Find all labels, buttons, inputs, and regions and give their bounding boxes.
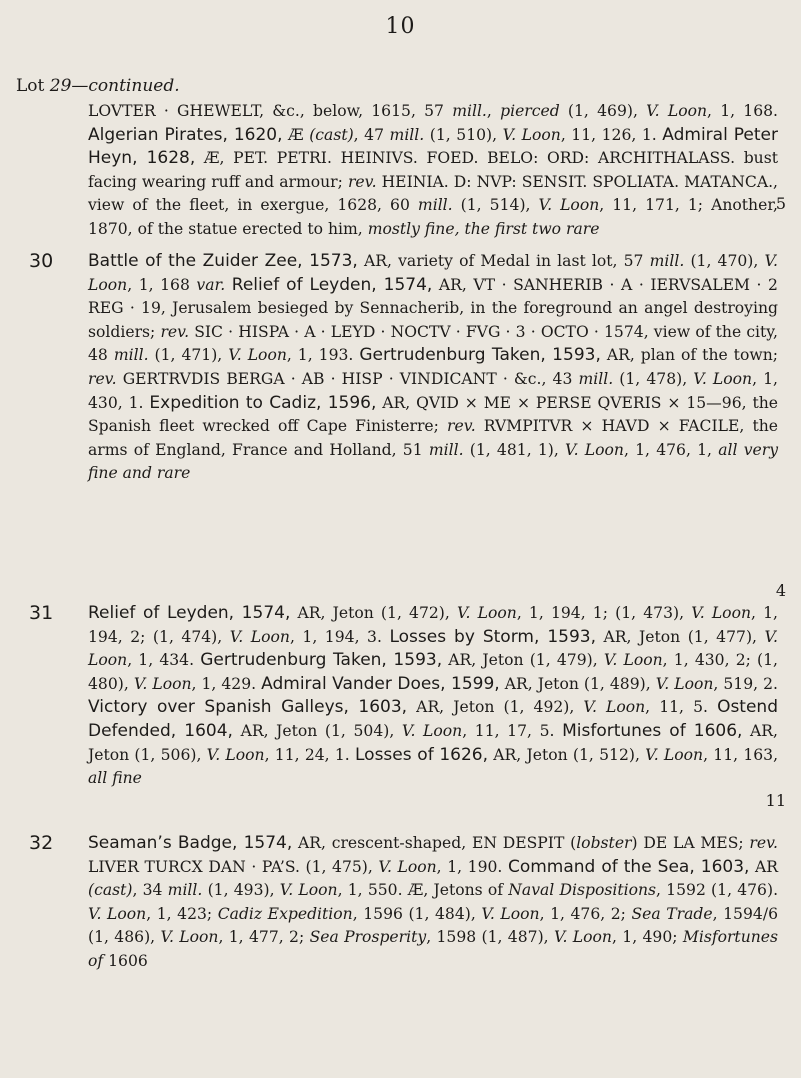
lot-item-title: Admiral Peter Heyn, 1628, — [88, 124, 779, 169]
lot-text-segment: V. Loon — [655, 674, 714, 693]
lot-text-segment: Sea Trade — [631, 904, 713, 923]
lot-estimate: 5 — [775, 194, 786, 213]
lot-text-segment: , 1, 190. — [436, 857, 508, 876]
lot-text-segment: V. Loon — [502, 125, 561, 144]
lot-text-segment: AR, Jeton (1, 504), — [232, 721, 402, 740]
lot-text-segment: V. Loon — [553, 928, 612, 947]
lot-item-title: Losses of 1626, — [355, 744, 489, 765]
lot-text-segment: , 1, 477, 2; — [218, 928, 310, 947]
lot-text-segment: AR — [749, 857, 779, 876]
lot-text-segment: V. Loon — [88, 627, 778, 670]
lot-text-segment: , 1, 476, 1, — [623, 440, 719, 459]
lot-text-segment: , 1, 168 — [127, 275, 197, 294]
lot-text-segment: AR, Jeton (1, 479), — [442, 651, 604, 670]
lot-text-segment: (1, 493), — [202, 881, 280, 900]
lot-text-segment: V. Loon — [133, 674, 192, 693]
lot-text-segment: LIVER TURCX DAN · PA’S. (1, 475), — [88, 857, 379, 876]
lot-text-segment: AR, Jeton (1, 477), — [596, 627, 765, 646]
lot-description — [88, 250, 778, 486]
lot-text-segment: SIC · HISPA · A · LEYD · NOCTV · FVG · 3 · OCTO · 1574, view of the city, 48 — [88, 322, 779, 365]
lot-item-title: Relief of Leyden, 1574, — [88, 603, 291, 623]
lot-item-title: Expedition to Cadiz, 1596, — [149, 392, 377, 413]
lot-text-segment: V. Loon — [206, 745, 265, 764]
lot-text-segment: V. Loon — [603, 651, 663, 670]
lot-text-segment: Æ, PET. PETRI. HEINIVS. FOED. BELO: ORD: ARCHITHALASS. bust facing wearing ruff and armour; — [88, 149, 778, 191]
lot-description — [88, 602, 778, 791]
lot-text-segment: (cast) — [309, 125, 354, 144]
lot-text-segment: AR, Jeton (1, 472), — [290, 604, 457, 622]
lot-text-segment: V. Loon — [693, 369, 753, 388]
lot-number: 32 — [29, 832, 54, 854]
lot-text-segment: mostly fine, the first two rare — [367, 219, 600, 238]
lot-text-segment: , 1, 429. — [191, 674, 262, 693]
lot-text-segment: mill. — [452, 102, 487, 120]
lot-text-segment: rev. — [160, 322, 190, 341]
lot-text-segment: (1, 478), — [613, 369, 694, 388]
lot-item-title: Algerian Pirates, 1620, — [88, 124, 283, 145]
lot-text-segment: V. Loon — [691, 604, 751, 622]
lot-text-segment: (1, 469), — [559, 102, 647, 120]
lot-item-title: Command of the Sea, 1603, — [507, 856, 750, 877]
lot-text-segment: Naval Dispositions — [508, 881, 657, 900]
lot-text-segment: Cadiz Expedition — [217, 904, 353, 923]
lot-text-segment: var. — [196, 275, 226, 294]
lot-text-segment: , 1, 476, 2; — [539, 904, 632, 923]
lot-text-segment: , 1594/6 (1, 486), — [88, 904, 778, 947]
lot-text-segment: V. Loon — [401, 721, 463, 740]
lot-text-segment: , 34 — [132, 881, 168, 900]
lot-text-segment: rev. — [347, 172, 377, 191]
lot-text-segment: AR, Jeton (1, 512), — [488, 745, 646, 764]
lot-item-title: Admiral Vander Does, 1599, — [261, 673, 500, 694]
lot-text-segment: V. Loon — [228, 346, 287, 365]
lot-text-segment: V. Loon — [583, 698, 646, 717]
lot-item-title: Misfortunes of 1606, — [562, 720, 743, 741]
lot-text-segment: (1, 481, 1), — [463, 440, 566, 459]
lot-text-segment: , 1, 430, 2; (1, 480), — [88, 651, 778, 693]
lot-text-segment: AR, Jeton (1, 492), — [407, 698, 584, 717]
lot-text-segment: V. Loon — [565, 440, 624, 459]
lot-text-segment: lobster — [576, 834, 632, 852]
lot-text-segment: AR, Jeton (1, 506), — [88, 721, 778, 764]
lot-text-segment: V. Loon — [457, 604, 517, 622]
lot-text-segment: rev. — [447, 417, 476, 436]
lot-text-segment: AR, variety of Medal in last lot, 57 — [357, 252, 650, 270]
lot-text-segment: , 11, 126, 1. — [560, 125, 663, 144]
lot-text-segment: , 1596 (1, 484), — [352, 904, 482, 923]
lot-text-segment: AR, plan of the town; — [600, 346, 778, 365]
lot-text-segment: mill. — [578, 369, 614, 388]
lot-text-segment: mill. — [167, 881, 203, 900]
lot-text-segment: , — [486, 102, 501, 120]
lot-item-title: Losses by Storm, 1593, — [389, 626, 596, 647]
lot-text-segment: , 11, 24, 1. — [264, 745, 355, 764]
lot-text-segment: V. Loon — [88, 252, 778, 294]
lot-text-segment: pierced — [500, 102, 560, 120]
lot-text-segment: AR, Jeton (1, 489), — [499, 674, 656, 693]
lot-text-segment: , 1, 490; — [611, 928, 683, 947]
lot-text-segment: ) DE LA MES; — [631, 834, 750, 852]
lot-text-segment: Æ — [282, 125, 310, 144]
lot-text-segment: RVMPITVR × HAVD × FACILE, the arms of England, France and Holland, 51 — [88, 417, 778, 459]
lot-text-segment: AR, VT · SANHERIB · A · IERVSALEM · 2 REG · 19, Jerusalem besieged by Sennacherib, in the foreground an angel destroying soldiers; — [88, 275, 778, 341]
lot-item-title: Gertrudenburg Taken, 1593, — [200, 650, 443, 671]
lot-text-segment: V. Loon — [646, 102, 708, 120]
lot-text-segment: mill. — [417, 196, 453, 215]
running-head — [16, 76, 180, 96]
lot-item-title: Ostend Defended, 1604, — [88, 697, 778, 741]
lot-text-segment: V. Loon — [378, 857, 437, 876]
lot-text-segment: Sea Prosperity — [309, 928, 427, 947]
lot-item-title: Victory over Spanish Galleys, 1603, — [88, 697, 408, 718]
lot-text-segment: V. Loon — [160, 928, 219, 947]
lot-text-segment: , 11, 17, 5. — [462, 721, 563, 740]
lot-text-segment: AR, QVID × ME × PERSE QVERIS × 15—96, the Spanish fleet wrecked off Cape Finisterre; — [88, 393, 778, 436]
lot-text-segment: AR, crescent-shaped, EN DESPIT ( — [292, 834, 577, 852]
lot-text-segment: mill. — [113, 346, 149, 365]
lot-text-segment: , 1598 (1, 487), — [426, 928, 554, 947]
lot-text-segment: , 1592 (1, 476). — [656, 881, 779, 900]
lot-text-segment: , 519, 2. — [713, 674, 778, 693]
lot-text-segment: , 11, 171, 1; Another, 1870, of the statue erected to him, — [88, 196, 779, 238]
lot-text-segment: Misfortunes of — [88, 928, 779, 970]
lot-description — [88, 100, 778, 242]
lot-text-segment: V. Loon — [645, 745, 704, 764]
lot-text-segment: (cast) — [88, 881, 133, 900]
lot-text-segment: , 11, 163, — [703, 745, 779, 764]
lot-text-segment: , 1, 423; — [146, 904, 218, 923]
lot-text-segment: V. Loon — [279, 881, 338, 900]
lot-text-segment: LOVTER · GHEWELT, &c., below, 1615, 57 — [88, 102, 453, 120]
lot-item-title: Relief of Leyden, 1574, — [231, 274, 433, 295]
lot-text-segment: GERTRVDIS BERGA · AB · HISP · VINDICANT · &c., 43 — [116, 369, 579, 388]
lot-text-segment: V. Loon — [481, 904, 540, 923]
lot-number: 30 — [29, 250, 54, 272]
lot-text-segment: all very fine and rare — [88, 440, 779, 483]
lot-text-segment: (1, 470), — [684, 252, 765, 270]
lot-item-title: Battle of the Zuider Zee, 1573, — [88, 251, 358, 271]
lot-text-segment: mill. — [428, 440, 464, 459]
lot-estimate: 11 — [765, 791, 786, 810]
lot-text-segment: V. Loon — [538, 196, 600, 215]
lot-text-segment: rev. — [88, 369, 117, 388]
lot-description — [88, 832, 778, 974]
lot-text-segment: , 47 — [353, 125, 390, 144]
lot-text-segment: , 1, 194, 2; (1, 474), — [88, 604, 778, 646]
lot-text-segment: , 1, 550. Æ, Jetons of — [337, 881, 509, 900]
page-number: 10 — [385, 14, 416, 39]
lot-text-segment: , 1, 430, 1. — [88, 369, 779, 412]
lot-item-title: Gertrudenburg Taken, 1593, — [359, 345, 601, 366]
lot-text-segment: rev. — [749, 834, 778, 852]
lot-text-segment: , 1, 434. — [127, 651, 201, 670]
lot-text-segment: (1, 514), — [452, 196, 539, 215]
running-head-continued: 29—continued. — [49, 76, 180, 96]
lot-text-segment: mill. — [649, 252, 685, 270]
lot-text-segment: , 1, 194, 1; (1, 473), — [516, 604, 692, 622]
lot-text-segment: all fine — [88, 769, 142, 788]
lot-text-segment: HEINIA. D: NVP: SENSIT. SPOLIATA. MATANCA., view of the fleet, in exergue, 1628, 60 — [88, 172, 778, 215]
lot-text-segment: 1606 — [103, 951, 148, 970]
lot-text-segment: V. Loon — [88, 904, 147, 923]
lot-text-segment: mill. — [389, 125, 425, 144]
lot-text-segment: , 1, 194, 3. — [289, 627, 390, 646]
lot-text-segment: , 1, 168. — [707, 102, 779, 120]
lot-text-segment: (1, 510), — [424, 125, 503, 144]
lot-text-segment: (1, 471), — [148, 346, 229, 365]
lot-text-segment: V. Loon — [229, 627, 290, 646]
lot-label: Lot — [16, 76, 45, 96]
lot-text-segment: , 1, 193. — [286, 346, 360, 365]
lot-item-title: Seaman’s Badge, 1574, — [88, 833, 293, 853]
lot-text-segment: , 11, 5. — [645, 698, 718, 717]
lot-number: 31 — [29, 602, 54, 624]
lot-estimate: 4 — [775, 581, 786, 600]
